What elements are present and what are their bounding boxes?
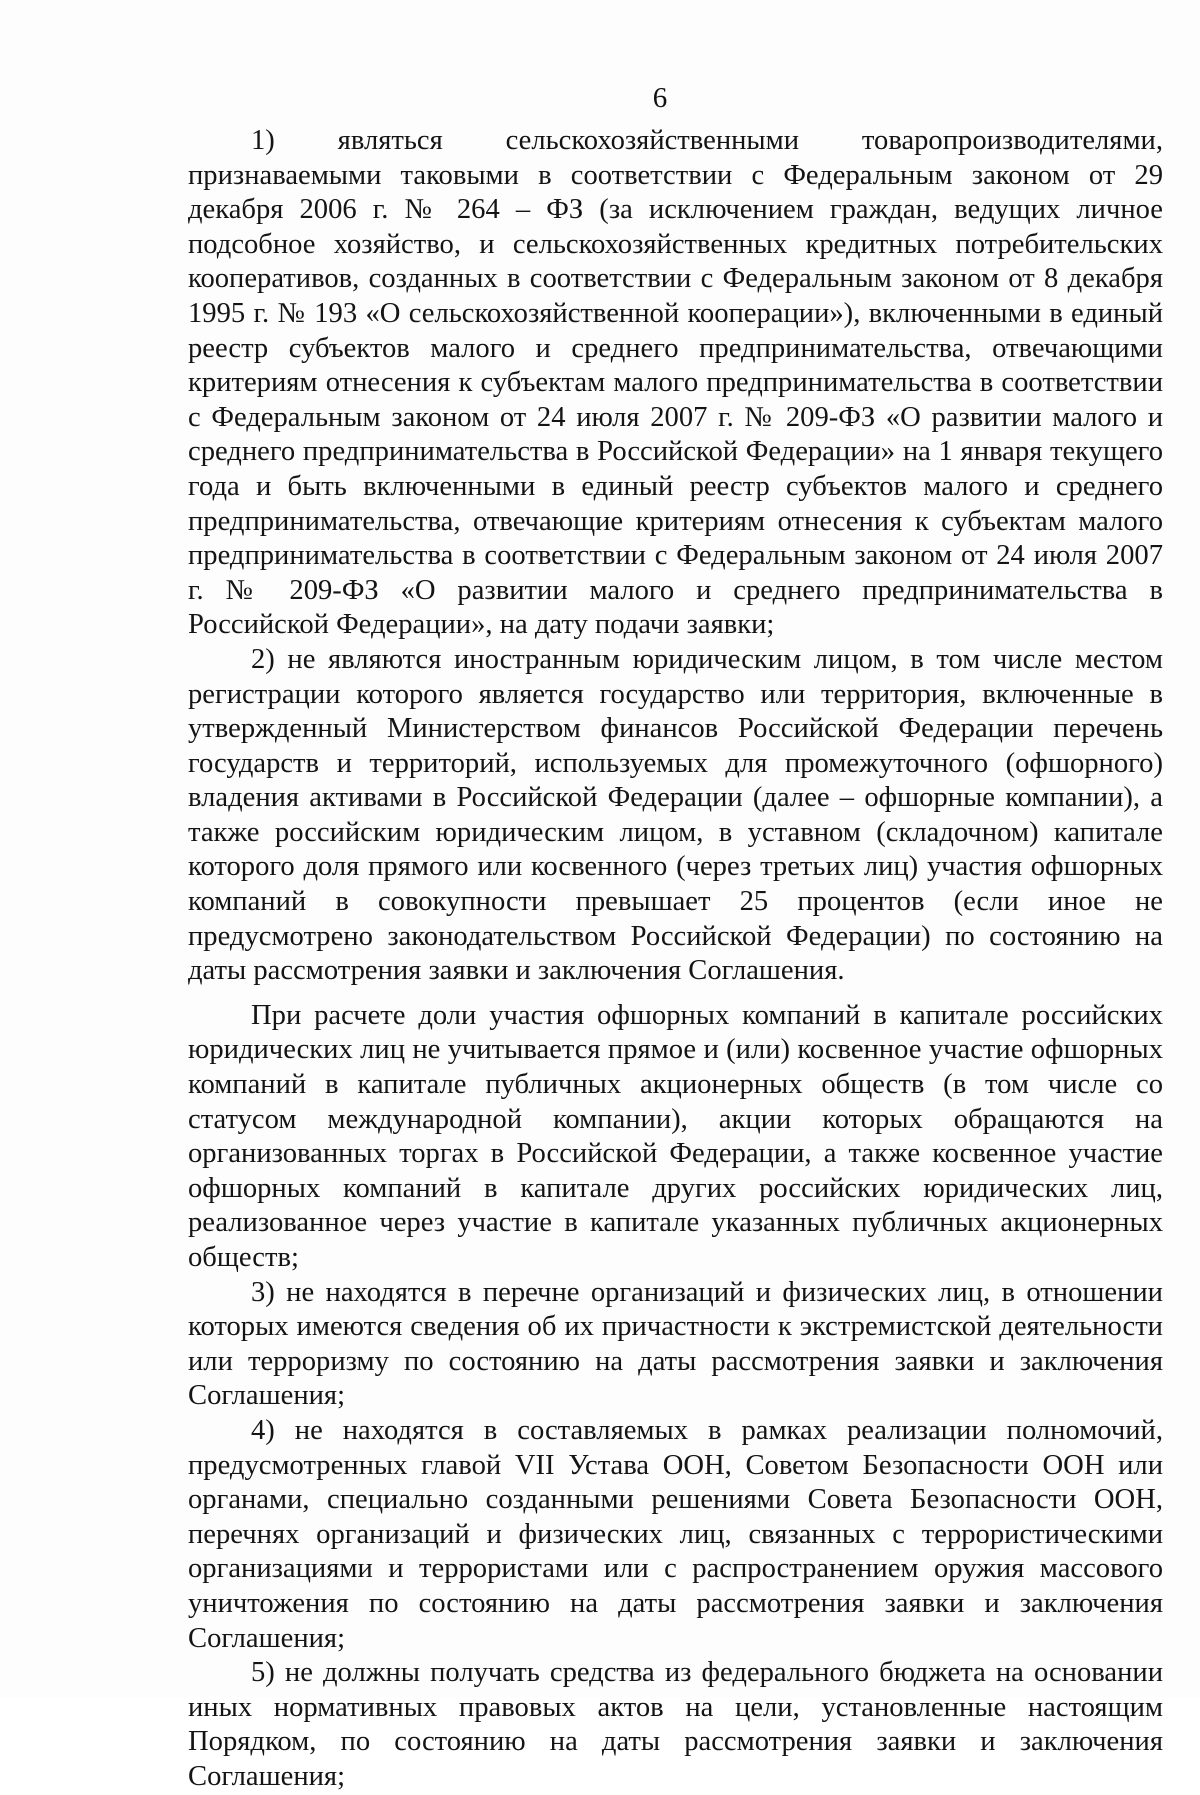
paragraph-item-5: 5) не должны получать средства из федерального бюджета на основании иных нормативных правовых актов на цели, установленные настоящим Порядком, по состоянию на даты рассмотрения заявки и заключения Соглашения;	[188, 1657, 1163, 1792]
paragraph-item-4: 4) не находятся в составляемых в рамках реализации полномочий, предусмотренных главой VII Устава ООН, Советом Безопасности ООН или органами, специально созданными решениями Совета Безопасности ООН, перечнях организаций и физических лиц, связанных с террористическими организациями и террористами или с распространением оружия массового уничтожения по состоянию на даты рассмотрения заявки и заключения Соглашения;	[188, 1414, 1163, 1654]
page-number: 6	[652, 82, 668, 114]
paragraph-item-1: 1) являться сельскохозяйственными товаропроизводителями, признаваемыми таковыми в соответствии с Федеральным законом от 29 декабря 2006 г. № 264 – ФЗ (за исключением граждан, ведущих личное подсобное хозяйство, и сельскохозяйственных кредитных потребительских кооперативов, созданных в соответствии с Федеральным законом от 8 декабря 1995 г. № 193 «О сельскохозяйственной кооперации»), включенными в единый реестр субъектов малого и среднего предпринимательства, отвечающими критериям отнесения к субъектам малого предпринимательства в соответствии с Федеральным законом от 24 июля 2007 г. № 209-ФЗ «О развитии малого и среднего предпринимательства в Российской Федерации» на 1 января текущего года и быть включенными в единый реестр субъектов малого и среднего предпринимательства, отвечающие критериям отнесения к субъектам малого предпринимательства в соответствии с Федеральным законом от 24 июля 2007 г. № 209-ФЗ «О развитии малого и среднего предпринимательства в Российской Федерации», на дату подачи заявки;	[188, 125, 1163, 641]
document-body	[188, 124, 1163, 1795]
paragraph-item-2: 2) не являются иностранным юридическим лицом, в том числе местом регистрации которого является государство или территория, включенные в утвержденный Министерством финансов Российской Федерации перечень государств и территорий, используемых для промежуточного (офшорного) владения активами в Российской Федерации (далее – офшорные компании), а также российским юридическим лицом, в уставном (складочном) капитале которого доля прямого или косвенного (через третьих лиц) участия офшорных компаний в совокупности превышает 25 процентов (если иное не предусмотрено законодательством Российской Федерации) по состоянию на даты рассмотрения заявки и заключения Соглашения.	[188, 643, 1163, 987]
paragraph-item-3: 3) не находятся в перечне организаций и физических лиц, в отношении которых имеются сведения об их причастности к экстремистской деятельности или терроризму по состоянию на даты рассмотрения заявки и заключения Соглашения;	[188, 1276, 1163, 1412]
paragraph-offshore-calculation: При расчете доли участия офшорных компаний в капитале российских юридических лиц не учитывается прямое и (или) косвенное участие офшорных компаний в капитале публичных акционерных обществ (в том числе со статусом международной компании), акции которых обращаются на организованных торгах в Российской Федерации, а также косвенное участие офшорных компаний в капитале других российских юридических лиц, реализованное через участие в капитале указанных публичных акционерных обществ;	[188, 999, 1163, 1273]
